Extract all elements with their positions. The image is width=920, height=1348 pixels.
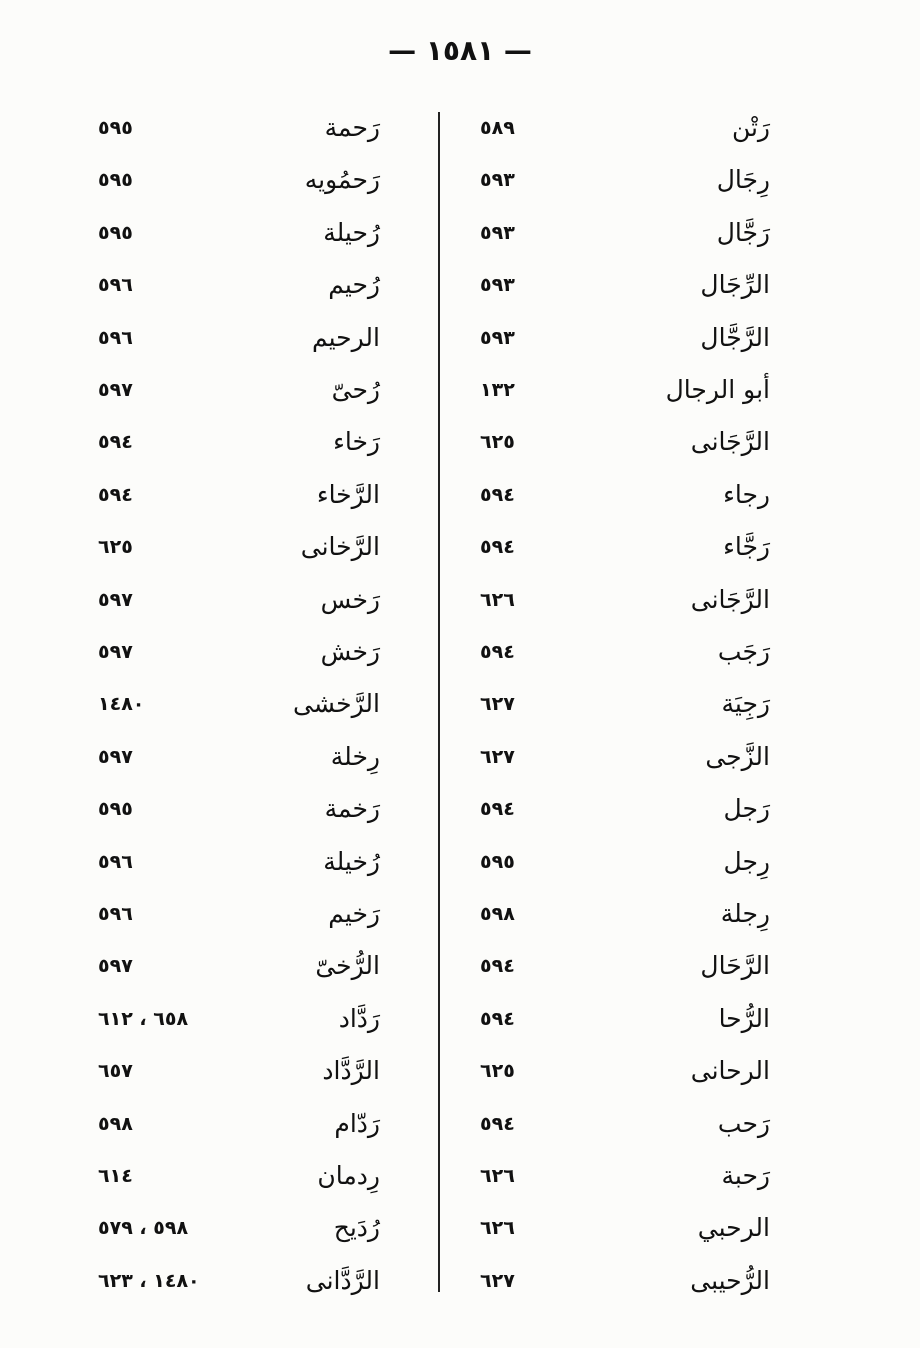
index-entry-name: رَدَّاد [338, 1004, 380, 1033]
index-entry-pages: ٥٩٥ [98, 169, 133, 191]
index-entry-name: رَجِيَة [721, 689, 770, 718]
index-entry-name: رَجَب [717, 637, 770, 666]
index-entry-pages: ٦٢٧ [480, 746, 515, 768]
index-entry-pages: ٥٩٤ [480, 536, 515, 558]
index-entry-name: الرَّحَال [700, 951, 770, 980]
index-entry-pages: ١٤٨٠ ، ٦٢٣ [98, 1270, 200, 1292]
index-entry-name: رَخيم [328, 899, 380, 928]
index-entry-pages: ٦٢٦ [480, 1165, 515, 1187]
index-entry-name: رِدمان [317, 1161, 380, 1190]
index-entry-pages: ٥٩٦ [98, 327, 133, 349]
index-entry-pages: ٦١٤ [98, 1165, 133, 1187]
index-entry-pages: ٥٩٤ [480, 955, 515, 977]
index-entry-name: الرحبي [697, 1213, 770, 1242]
index-entry-pages: ٥٩٦ [98, 903, 133, 925]
index-entry-pages: ٥٩٨ ، ٥٧٩ [98, 1217, 189, 1239]
index-entry-name: رَحمة [324, 113, 380, 142]
index-entry-pages: ٥٩٤ [480, 1008, 515, 1030]
index-entry-name: الرَّخاء [316, 480, 380, 509]
index-entry-name: رَتْن [731, 113, 770, 142]
index-entry-name: الرَّدَّاد [322, 1056, 380, 1085]
index-entry-pages: ٥٩٨ [480, 903, 515, 925]
index-entry-name: الرَّدَّانى [305, 1266, 380, 1295]
index-entry-name: رِجلة [720, 899, 770, 928]
index-entry-pages: ٥٩٤ [480, 641, 515, 663]
index-entry-name: رُحيلة [323, 218, 380, 247]
index-entry-name: الرَّجَّال [700, 323, 770, 352]
index-entry-name: رِجل [723, 847, 770, 876]
index-entry-pages: ٥٩٤ [480, 798, 515, 820]
index-entry-pages: ٦٥٧ [98, 1060, 133, 1082]
index-entry-pages: ٥٩٣ [480, 327, 515, 349]
index-entry-name: رَحمُويه [304, 165, 380, 194]
index-entry-name: رَخاء [333, 427, 380, 456]
column-divider [438, 112, 440, 1292]
index-entry-name: الرَّخانى [300, 532, 380, 561]
index-entry-pages: ٥٩٤ [98, 484, 133, 506]
index-entry-name: الرحانى [690, 1056, 770, 1085]
index-entry-name: الزَّجى [705, 742, 770, 771]
index-entry-name: الرَّخشى [293, 689, 380, 718]
index-entry-pages: ٥٩٥ [98, 798, 133, 820]
index-entry-pages: ٥٩٥ [98, 117, 133, 139]
index-entry-name: رَجَّاء [723, 532, 770, 561]
index-entry-pages: ٥٩٧ [98, 589, 133, 611]
index-entry-pages: ٦٢٥ [480, 431, 515, 453]
index-entry-pages: ٥٩٣ [480, 169, 515, 191]
index-entry-name: رَخمة [324, 794, 380, 823]
index-entry-name: رَحب [717, 1109, 770, 1138]
index-entry-name: الرَّجَانى [690, 427, 770, 456]
index-entry-name: رَجَّال [716, 218, 770, 247]
index-entry-pages: ١٤٨٠ [98, 693, 145, 715]
index-entry-name: رَخس [320, 585, 380, 614]
index-entry-pages: ٦٥٨ ، ٦١٢ [98, 1008, 189, 1030]
index-entry-pages: ٥٩٤ [480, 1113, 515, 1135]
index-entry-name: رَحبة [721, 1161, 770, 1190]
index-entry-name: رجاء [723, 480, 770, 509]
page-number: — ١٥٨١ — [388, 34, 532, 67]
index-entry-name: الرُّحيبى [690, 1266, 770, 1295]
index-entry-name: الرُّخىّ [315, 951, 380, 980]
index-entry-name: رَجل [723, 794, 770, 823]
index-entry-pages: ٥٩٧ [98, 955, 133, 977]
index-entry-pages: ٥٩٦ [98, 851, 133, 873]
index-entry-name: رَدّام [334, 1109, 380, 1138]
index-entry-pages: ٥٩٧ [98, 379, 133, 401]
index-entry-name: الرحيم [312, 323, 380, 352]
index-entry-name: الرُّحا [718, 1004, 770, 1033]
index-entry-pages: ٥٩٨ [98, 1113, 133, 1135]
index-entry-pages: ٥٩٤ [98, 431, 133, 453]
index-entry-pages: ٥٩٣ [480, 222, 515, 244]
index-entry-pages: ٦٢٥ [98, 536, 133, 558]
index-entry-pages: ١٣٢ [480, 379, 515, 401]
index-entry-pages: ٦٢٧ [480, 693, 515, 715]
index-entry-pages: ٥٩٦ [98, 274, 133, 296]
index-entry-pages: ٥٩٥ [480, 851, 515, 873]
index-entry-name: رُخيلة [323, 847, 380, 876]
index-entry-pages: ٥٩٧ [98, 746, 133, 768]
index-entry-name: الرَّجَانى [690, 585, 770, 614]
index-entry-name: أبو الرجال [665, 375, 770, 404]
index-entry-pages: ٦٢٧ [480, 1270, 515, 1292]
index-entry-pages: ٥٩٣ [480, 274, 515, 296]
index-entry-name: رِخلة [330, 742, 380, 771]
index-entry-name: رَخش [320, 637, 380, 666]
index-entry-name: رُدَيح [333, 1213, 380, 1242]
index-entry-pages: ٥٩٧ [98, 641, 133, 663]
index-entry-pages: ٦٢٥ [480, 1060, 515, 1082]
index-entry-pages: ٥٨٩ [480, 117, 515, 139]
index-entry-name: الرِّجَال [700, 270, 770, 299]
index-entry-name: رِجَال [716, 165, 770, 194]
index-entry-name: رُحيم [328, 270, 380, 299]
index-entry-name: رُحىّ [331, 375, 380, 404]
index-entry-pages: ٥٩٤ [480, 484, 515, 506]
index-entry-pages: ٥٩٥ [98, 222, 133, 244]
index-entry-pages: ٦٢٦ [480, 589, 515, 611]
index-entry-pages: ٦٢٦ [480, 1217, 515, 1239]
